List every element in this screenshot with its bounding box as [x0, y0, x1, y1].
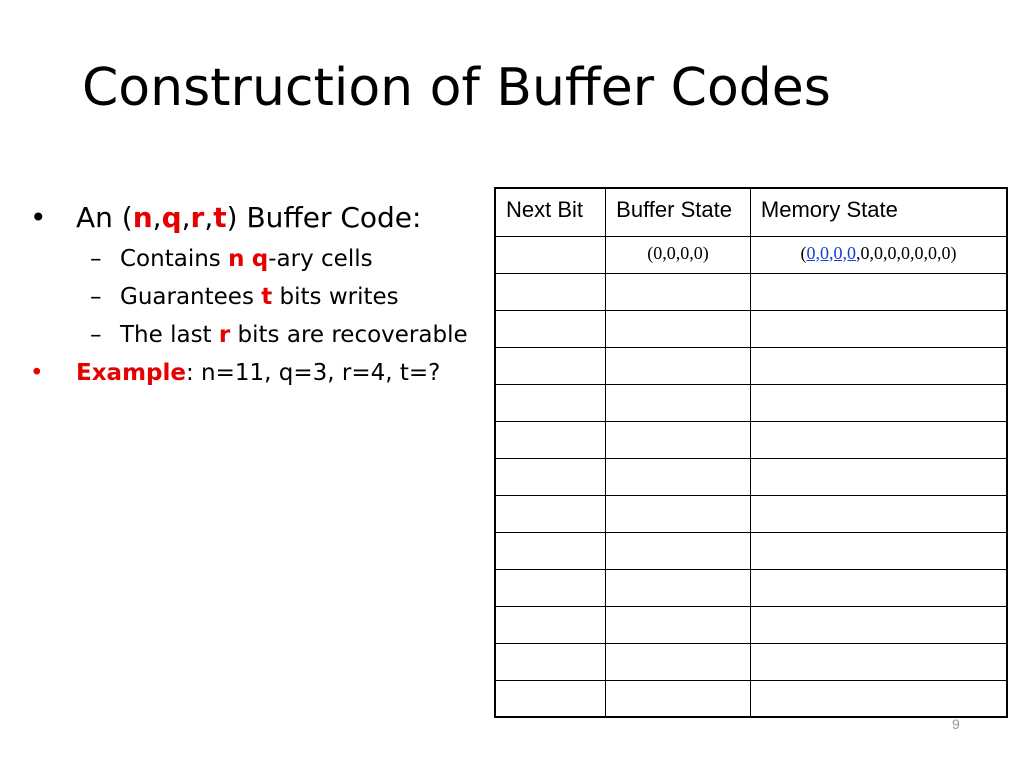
- header-buffer-state: Buffer State: [606, 188, 751, 236]
- param-sep: ,: [181, 201, 191, 234]
- table-row: [495, 458, 1007, 495]
- param-sep: ,: [152, 201, 162, 234]
- table-row: [495, 384, 1007, 421]
- cell-buffer-state: [606, 310, 751, 347]
- table-row: [495, 495, 1007, 532]
- cell-buffer-state: [606, 421, 751, 458]
- table-row: [495, 347, 1007, 384]
- table-row: [495, 273, 1007, 310]
- cell-next-bit: [495, 384, 606, 421]
- cell-memory-state: [750, 495, 1007, 532]
- cell-buffer-state: [606, 532, 751, 569]
- cell-next-bit: [495, 606, 606, 643]
- cell-memory-state: [750, 458, 1007, 495]
- buffer-code-table: [494, 187, 1008, 718]
- memory-buffer-part: 0,0,0,0: [806, 242, 856, 263]
- param-r: r: [190, 201, 205, 234]
- cell-buffer-state: [606, 495, 751, 532]
- cell-next-bit: [495, 421, 606, 458]
- cell-memory-state: [750, 236, 1007, 273]
- cell-next-bit: [495, 495, 606, 532]
- cell-memory-state: [750, 347, 1007, 384]
- cell-memory-state: [750, 310, 1007, 347]
- dash-marker: –: [90, 322, 102, 348]
- cell-buffer-state: [606, 569, 751, 606]
- cell-buffer-state: [606, 643, 751, 680]
- table-row: [495, 643, 1007, 680]
- bullet-text-prefix: An (: [76, 201, 133, 234]
- bullet-list: [30, 198, 490, 390]
- cell-next-bit: [495, 643, 606, 680]
- sub-bullet-contains: [30, 242, 490, 276]
- cell-next-bit: [495, 310, 606, 347]
- slide-title: Construction of Buffer Codes: [82, 58, 831, 118]
- table-row: [495, 236, 1007, 273]
- sub-bullet-last-r: [30, 318, 490, 352]
- header-memory-state: Memory State: [750, 188, 1007, 236]
- memory-open: (: [800, 242, 807, 263]
- memory-rest: ,0,0,0,0,0,0,0): [855, 242, 957, 263]
- cell-memory-state: [750, 273, 1007, 310]
- example-text: : n=11, q=3, r=4, t=?: [185, 360, 441, 386]
- bullet-buffer-code: [30, 198, 490, 238]
- dash-marker: –: [90, 284, 102, 310]
- param-t: t: [213, 201, 227, 234]
- cell-memory-state: [750, 532, 1007, 569]
- table-row: [495, 680, 1007, 717]
- cell-buffer-state: [606, 680, 751, 717]
- table-row: [495, 606, 1007, 643]
- space: [244, 246, 251, 272]
- param-n: n: [132, 201, 153, 234]
- param-sep: ,: [204, 201, 214, 234]
- header-next-bit: Next Bit: [495, 188, 606, 236]
- table-row: [495, 421, 1007, 458]
- sub-bullet-text: bits are recoverable: [230, 322, 468, 348]
- dash-marker: –: [90, 246, 102, 272]
- cell-memory-state: [750, 384, 1007, 421]
- bullet-dot: •: [30, 201, 47, 234]
- cell-buffer-state: [606, 273, 751, 310]
- cell-buffer-state: [606, 384, 751, 421]
- bullet-example: [30, 356, 490, 390]
- cell-next-bit: [495, 347, 606, 384]
- param-q: q: [161, 201, 182, 234]
- bullet-text-suffix: ) Buffer Code:: [226, 201, 422, 234]
- param-n: n: [228, 246, 245, 272]
- page-number: 9: [952, 716, 960, 732]
- table-header-row: [495, 188, 1007, 236]
- cell-next-bit: [495, 532, 606, 569]
- table-row: [495, 532, 1007, 569]
- cell-memory-state: [750, 680, 1007, 717]
- sub-bullet-text: bits writes: [272, 284, 399, 310]
- sub-bullet-text: -ary cells: [268, 246, 373, 272]
- cell-buffer-state: [606, 606, 751, 643]
- param-t: t: [261, 284, 273, 310]
- cell-memory-state: [750, 643, 1007, 680]
- sub-bullet-text: Guarantees: [120, 284, 262, 310]
- table-row: [495, 310, 1007, 347]
- cell-buffer-state: (0,0,0,0): [606, 236, 751, 273]
- bullet-dot: •: [30, 360, 44, 386]
- example-label: Example: [76, 360, 186, 386]
- sub-bullet-guarantees: [30, 280, 490, 314]
- cell-memory-state: [750, 606, 1007, 643]
- cell-next-bit: [495, 236, 606, 273]
- sub-bullet-text: The last: [120, 322, 219, 348]
- cell-memory-state: [750, 421, 1007, 458]
- cell-next-bit: [495, 458, 606, 495]
- cell-next-bit: [495, 273, 606, 310]
- cell-next-bit: [495, 569, 606, 606]
- sub-bullet-text: Contains: [120, 246, 229, 272]
- cell-buffer-state: [606, 458, 751, 495]
- cell-memory-state: [750, 569, 1007, 606]
- cell-buffer-state: [606, 347, 751, 384]
- param-r: r: [218, 322, 231, 348]
- param-q: q: [251, 246, 269, 272]
- table-row: [495, 569, 1007, 606]
- cell-next-bit: [495, 680, 606, 717]
